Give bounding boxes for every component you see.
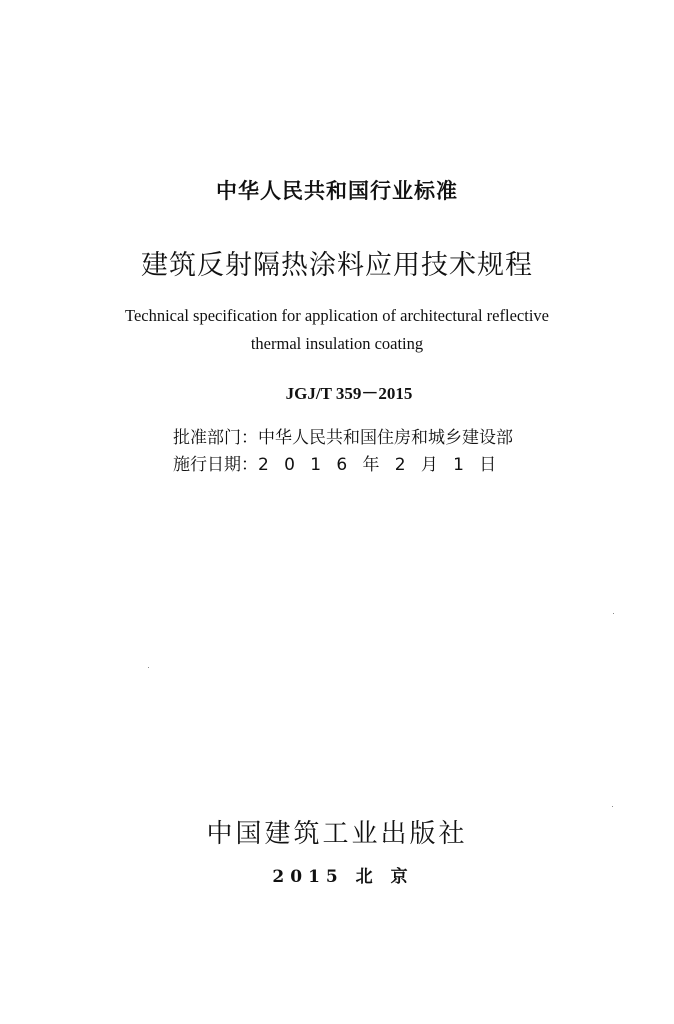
approval-value: 中华人民共和国住房和城乡建设部 <box>258 428 513 448</box>
publisher: 中国建筑工业出版社 <box>206 819 468 849</box>
approval-department <box>173 426 513 450</box>
publication-place-year: 2015 北 京 <box>272 867 414 887</box>
scan-speck <box>613 613 614 614</box>
title-chinese: 建筑反射隔热涂料应用技术规程 <box>141 250 533 281</box>
standard-series: 中华人民共和国行业标准 <box>216 179 458 203</box>
effective-label: 施行日期： <box>173 455 258 475</box>
approval-label: 批准部门： <box>173 428 258 448</box>
standard-code: JGJ/T 359－2015 <box>285 384 413 403</box>
effective-value: 2016年2月1日 <box>258 455 512 475</box>
title-english-line-2: thermal insulation coating <box>250 334 424 353</box>
title-english-line-1: Technical specification for application of architectural reflective <box>125 306 549 325</box>
scan-speck <box>612 806 613 807</box>
effective-date <box>173 453 512 477</box>
scan-speck <box>148 667 149 668</box>
